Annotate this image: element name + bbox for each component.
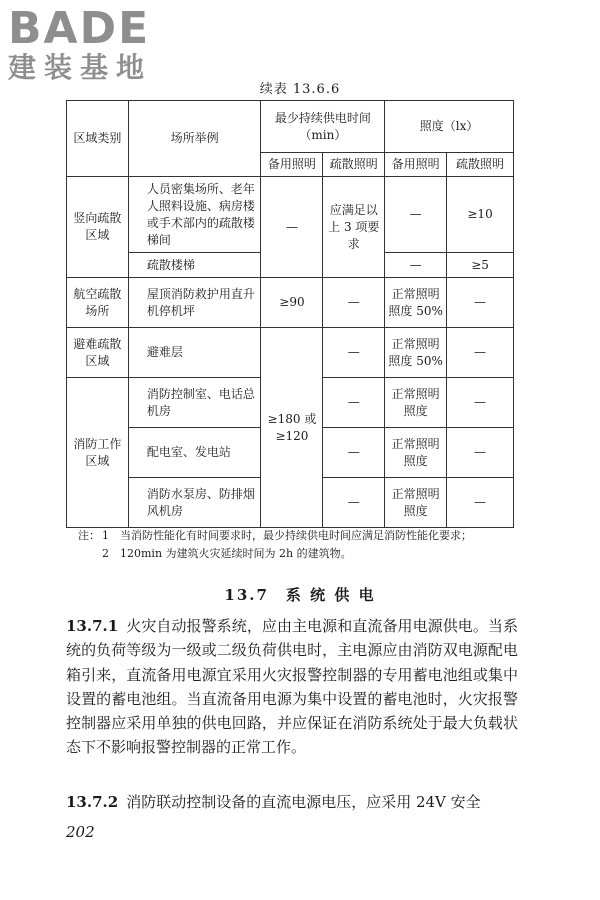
logo-brand: BADE xyxy=(8,3,151,54)
cell-ill-evac: — xyxy=(447,278,514,328)
cell-dur-evac: — xyxy=(323,278,385,328)
cell-ill-evac: ≥5 xyxy=(447,253,514,278)
cell-ill-evac: ≥10 xyxy=(447,177,514,253)
header-illuminance: 照度（lx） xyxy=(385,101,514,153)
table-notes xyxy=(78,527,472,563)
clause-text: 火灾自动报警系统，应由主电源和直流备用电源供电。当系统的负荷等级为一级或二级负荷供电时，主电源应由消防双电源配电箱引来，直流备用电源宜采用火灾报警控制器的专用蓄电池组或集中设置的蓄电池组。当直流备用电源为集中设置的蓄电池时，火灾报警控制器应采用单独的供电回路，并应保证在消防系统处于最大负载状态下不影响报警控制器的正常工作。 xyxy=(66,617,518,757)
note-number: 2 xyxy=(102,547,109,560)
note-text: 当消防性能化有时间要求时，最少持续供电时间应满足消防性能化要求； xyxy=(120,529,472,542)
header-backup: 备用照明 xyxy=(261,153,323,177)
cell-ill-evac: — xyxy=(447,478,514,528)
cell-ill-evac: — xyxy=(447,328,514,378)
table-row xyxy=(67,177,514,253)
cell-ill-backup: 正常照明照度 50% xyxy=(385,328,447,378)
cell-ill-backup: 正常照明照度 50% xyxy=(385,278,447,328)
header-area: 区域类别 xyxy=(67,101,129,177)
cell-place: 配电室、发电站 xyxy=(128,428,261,478)
header-evac-2: 疏散照明 xyxy=(447,153,514,177)
cell-dur-evac: — xyxy=(323,378,385,428)
section-title: 13.7 系 统 供 电 xyxy=(224,586,376,604)
illumination-table xyxy=(66,100,514,528)
page-number: 202 xyxy=(66,823,95,841)
cell-place: 避难层 xyxy=(128,328,261,378)
table-row xyxy=(67,278,514,328)
note-number: 1 xyxy=(102,529,109,542)
cell-ill-backup: 正常照明照度 xyxy=(385,378,447,428)
clause-13-7-2 xyxy=(66,790,518,814)
cell-place: 人员密集场所、老年人照料设施、病房楼或手术部内的疏散楼梯间 xyxy=(128,177,261,253)
note-text: 120min 为建筑火灾延续时间为 2h 的建筑物。 xyxy=(120,547,352,560)
note-2 xyxy=(78,545,472,563)
table-caption: 续表 13.6.6 xyxy=(259,82,341,97)
cell-area: 竖向疏散区域 xyxy=(67,177,129,278)
cell-area: 航空疏散场所 xyxy=(67,278,129,328)
cell-place: 消防水泵房、防排烟风机房 xyxy=(128,478,261,528)
cell-place: 屋顶消防救护用直升机停机坪 xyxy=(128,278,261,328)
cell-dur-evac: — xyxy=(323,478,385,528)
header-duration: 最少持续供电时间（min） xyxy=(261,101,385,153)
cell-ill-backup: 正常照明照度 xyxy=(385,428,447,478)
header-row xyxy=(67,101,514,153)
cell-ill-backup: — xyxy=(385,177,447,253)
table-row xyxy=(67,328,514,378)
cell-dur-evac: — xyxy=(323,428,385,478)
clause-number: 13.7.2 xyxy=(66,793,119,811)
header-place: 场所举例 xyxy=(128,101,261,177)
cell-ill-evac: — xyxy=(447,378,514,428)
cell-area: 消防工作区域 xyxy=(67,378,129,528)
clause-number: 13.7.1 xyxy=(66,617,119,635)
note-label: 注： xyxy=(78,529,100,542)
header-backup-2: 备用照明 xyxy=(385,153,447,177)
logo xyxy=(8,3,178,84)
cell-dur-evac: — xyxy=(323,328,385,378)
header-evac: 疏散照明 xyxy=(323,153,385,177)
cell-dur-backup: ≥90 xyxy=(261,278,323,328)
note-1 xyxy=(78,527,472,545)
cell-dur-backup: — xyxy=(261,177,323,278)
cell-ill-backup: 正常照明照度 xyxy=(385,478,447,528)
logo-subtitle: 建装基地 xyxy=(8,51,153,84)
cell-ill-backup: — xyxy=(385,253,447,278)
clause-text: 消防联动控制设备的直流电源电压，应采用 24V 安全 xyxy=(126,793,481,811)
cell-ill-evac: — xyxy=(447,428,514,478)
cell-area: 避难疏散区域 xyxy=(67,328,129,378)
cell-place: 疏散楼梯 xyxy=(128,253,261,278)
cell-dur-backup: ≥180 或 ≥120 xyxy=(261,328,323,528)
cell-dur-evac: 应满足以上 3 项要求 xyxy=(323,177,385,278)
clause-13-7-1 xyxy=(66,614,518,760)
cell-place: 消防控制室、电话总机房 xyxy=(128,378,261,428)
